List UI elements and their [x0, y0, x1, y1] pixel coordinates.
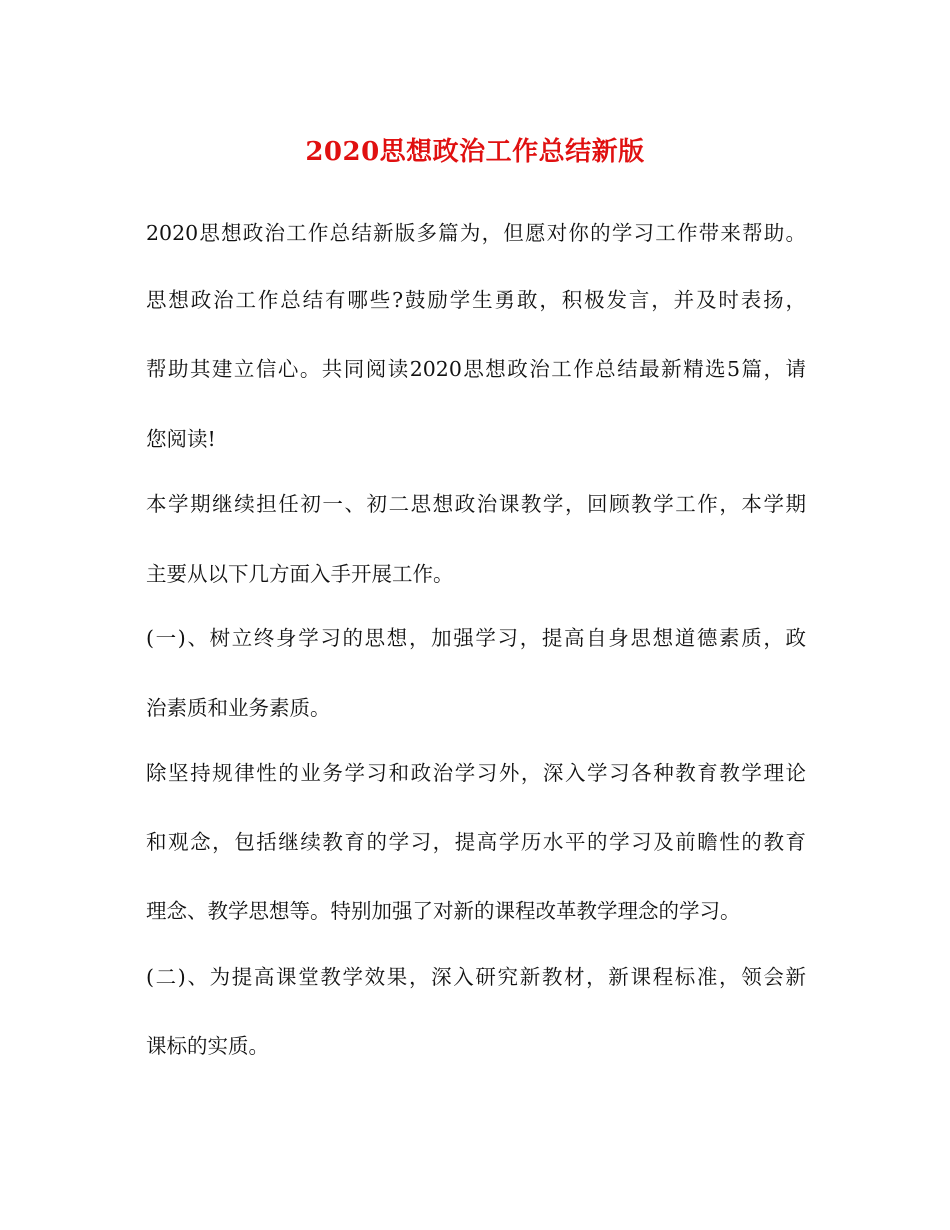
body-line: 帮助其建立信心。共同阅读2020思想政治工作总结最新精选5篇，请: [146, 357, 806, 381]
body-line: 除坚持规律性的业务学习和政治学习外，深入学习各种教育教学理论: [146, 761, 806, 785]
body-line: 主要从以下几方面入手开展工作。: [146, 562, 454, 586]
document-title: 2020思想政治工作总结新版: [305, 137, 645, 167]
body-line: 思想政治工作总结有哪些?鼓励学生勇敢，积极发言，并及时表扬，: [146, 288, 806, 312]
body-line: 您阅读!: [146, 427, 216, 451]
body-line: 理念、教学思想等。特别加强了对新的课程改革教学理念的学习。: [146, 899, 741, 923]
body-line: 本学期继续担任初一、初二思想政治课教学，回顾教学工作，本学期: [146, 492, 806, 516]
body-line: 治素质和业务素质。: [146, 696, 331, 720]
body-line: (二)、为提高课堂教学效果，深入研究新教材，新课程标准，领会新: [146, 965, 806, 989]
body-line: (一)、树立终身学习的思想，加强学习，提高自身思想道德素质，政: [146, 626, 806, 650]
body-line: 和观念，包括继续教育的学习，提高学历水平的学习及前瞻性的教育: [146, 830, 806, 854]
body-line: 2020思想政治工作总结新版多篇为，但愿对你的学习工作带来帮助。: [146, 221, 806, 245]
body-line: 课标的实质。: [146, 1034, 269, 1058]
